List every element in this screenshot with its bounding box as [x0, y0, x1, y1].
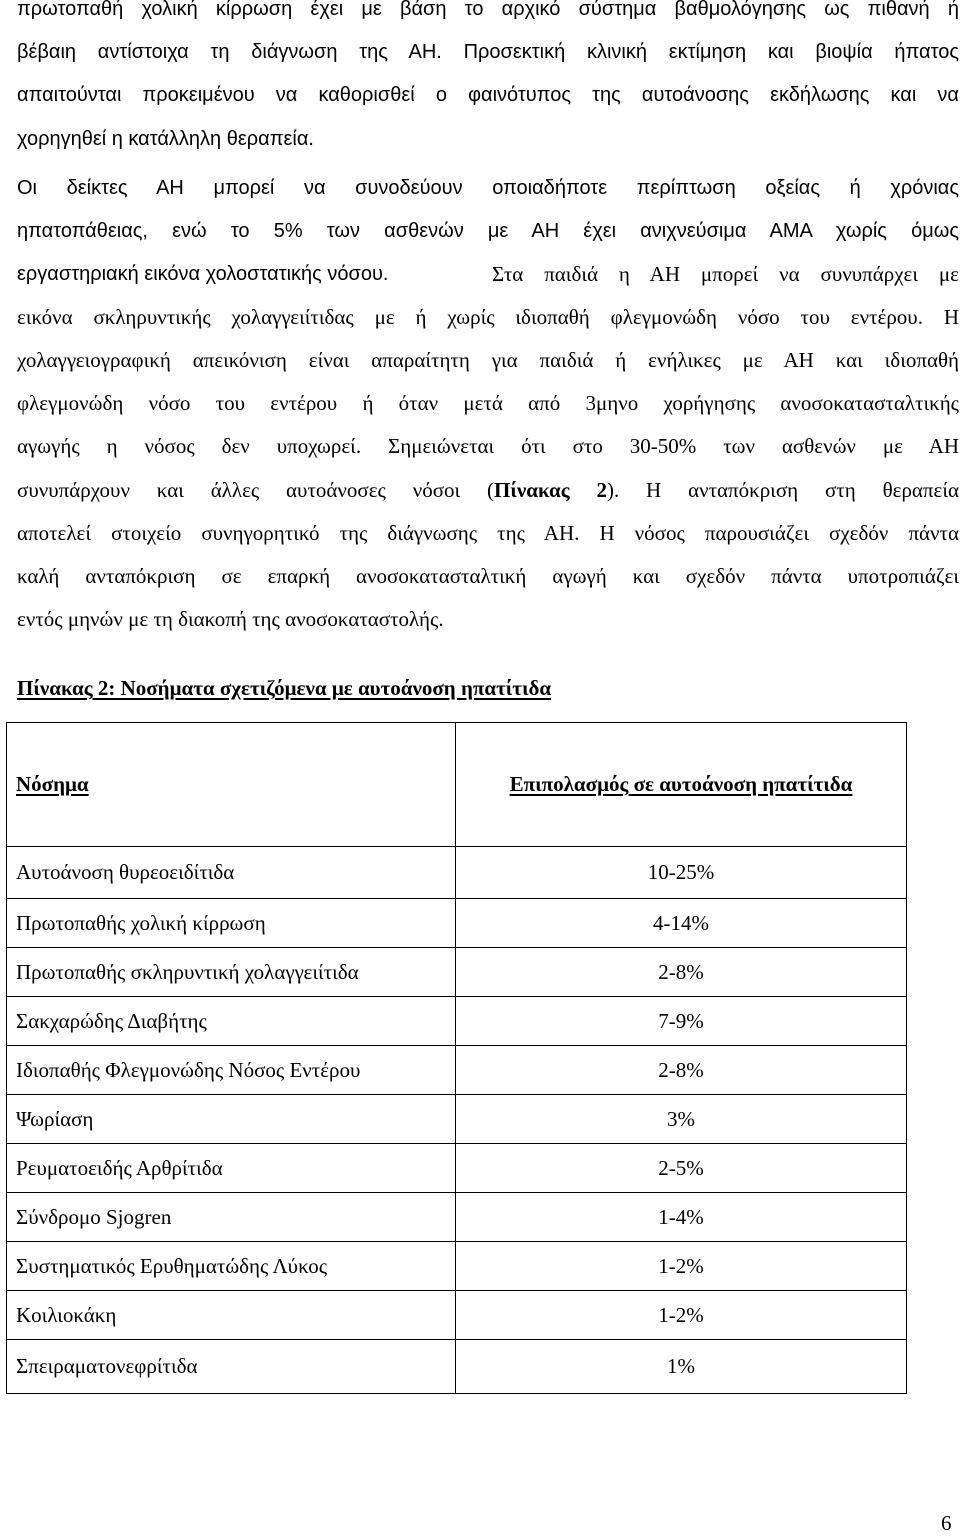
prevalence-cell: 1-4%	[456, 1193, 907, 1242]
prevalence-cell: 1-2%	[456, 1291, 907, 1340]
text-line: εντός μηνών με τη διακοπή της ανοσοκαταστολής.	[17, 607, 444, 631]
text-line: χολαγγειογραφική απεικόνιση είναι απαραίτητη για παιδιά ή ενήλικες με ΑΗ και ιδιοπαθή	[17, 348, 959, 372]
paragraph-3-line	[17, 598, 959, 641]
prevalence-cell: 7-9%	[456, 997, 907, 1046]
text-line: εργαστηριακή εικόνα χολοστατικής νόσου.	[17, 263, 389, 285]
paragraph-3-line	[17, 425, 959, 468]
paragraph-1-line	[17, 31, 959, 74]
table-row	[7, 1046, 907, 1095]
prevalence-cell: 2-8%	[456, 948, 907, 997]
table-row	[7, 1242, 907, 1291]
prevalence-cell: 3%	[456, 1095, 907, 1144]
disease-cell: Ρευματοειδής Αρθρίτιδα	[7, 1144, 456, 1193]
table-title: Πίνακας 2: Νοσήματα σχετιζόμενα με αυτοάνοση ηπατίτιδα	[17, 676, 552, 700]
text-line: καλή ανταπόκριση σε επαρκή ανοσοκατασταλτική αγωγή και σχεδόν πάντα υποτροπιάζει	[17, 564, 959, 588]
text-line: Στα παιδιά η ΑΗ μπορεί να συνυπάρχει με	[492, 262, 959, 286]
text-line: αποτελεί στοιχείο συνηγορητικό της διάγνωσης της ΑΗ. Η νόσος παρουσιάζει σχεδόν πάντα	[17, 521, 959, 545]
paragraph-3-line	[17, 512, 959, 555]
paragraph-3-line	[17, 296, 959, 339]
prevalence-cell: 1-2%	[456, 1242, 907, 1291]
table-row	[7, 1340, 907, 1394]
table-row	[7, 1291, 907, 1340]
paragraph-3-line	[17, 339, 959, 382]
text-line: ). Η ανταπόκριση στη θεραπεία	[606, 478, 959, 502]
text-line: Οι δείκτες ΑΗ μπορεί να συνοδεύουν οποιαδήποτε περίπτωση οξείας ή χρόνιας	[17, 177, 959, 199]
disease-cell: Σπειραματονεφρίτιδα	[7, 1340, 456, 1394]
prevalence-cell: 4-14%	[456, 899, 907, 948]
paragraph-2-line	[17, 253, 388, 296]
disease-cell: Συστηματικός Ερυθηματώδης Λύκος	[7, 1242, 456, 1291]
text-line: αγωγής η νόσος δεν υποχωρεί. Σημειώνεται ότι στο 30-50% των ασθενών με ΑΗ	[17, 434, 959, 458]
paragraph-3-line	[17, 469, 959, 512]
paragraph-1	[17, 0, 959, 31]
disease-cell: Πρωτοπαθής χολική κίρρωση	[7, 899, 456, 948]
paragraph-2-line	[17, 210, 959, 253]
header-cell-disease: Νόσημα	[7, 723, 456, 847]
table-row	[7, 997, 907, 1046]
paragraph-2-line	[17, 167, 959, 210]
table-row	[7, 948, 907, 997]
text-line: φλεγμονώδη νόσο του εντέρου ή όταν μετά από 3μηνο χορήγησης ανοσοκατασταλτικής	[17, 391, 959, 415]
text-line: ηπατοπάθειας, ενώ το 5% των ασθενών με ΑΗ έχει ανιχνεύσιμα ΑΜΑ χωρίς όμως	[17, 220, 959, 242]
text-line: χορηγηθεί η κατάλληλη θεραπεία.	[17, 128, 314, 150]
paragraph-1-line	[17, 118, 959, 161]
prevalence-cell: 10-25%	[456, 847, 907, 899]
prevalence-cell: 2-8%	[456, 1046, 907, 1095]
table-header-row	[7, 723, 907, 847]
disease-cell: Σακχαρώδης Διαβήτης	[7, 997, 456, 1046]
page-number: 6	[941, 1511, 952, 1535]
disease-cell: Αυτοάνοση θυρεοειδίτιδα	[7, 847, 456, 899]
text-line: εικόνα σκληρυντικής χολαγγειίτιδας με ή χωρίς ιδιοπαθή φλεγμονώδη νόσο του εντέρου. Η	[17, 305, 959, 329]
disease-cell: Ιδιοπαθής Φλεγμονώδης Νόσος Εντέρου	[7, 1046, 456, 1095]
table-reference: Πίνακας 2	[494, 478, 607, 502]
text-line: απαιτούνται προκειμένου να καθορισθεί ο φαινότυπος της αυτοάνοσης εκδήλωσης και να	[17, 84, 959, 106]
text-line: βέβαιη αντίστοιχα τη διάγνωση της ΑΗ. Προσεκτική κλινική εκτίμηση και βιοψία ήπατος	[17, 41, 959, 63]
table-row	[7, 1144, 907, 1193]
header-cell-prevalence: Επιπολασμός σε αυτοάνοση ηπατίτιδα	[456, 723, 907, 847]
table-row	[7, 1095, 907, 1144]
comorbidity-table	[6, 722, 907, 1394]
table-row	[7, 847, 907, 899]
text-line: πρωτοπαθή χολική κίρρωση έχει με βάση το αρχικό σύστημα βαθμολόγησης ως πιθανή ή	[17, 0, 959, 20]
disease-cell: Πρωτοπαθής σκληρυντική χολαγγειίτιδα	[7, 948, 456, 997]
paragraph-1-line	[17, 74, 959, 117]
disease-cell: Κοιλιοκάκη	[7, 1291, 456, 1340]
paragraph-3-line	[492, 253, 959, 296]
prevalence-cell: 2-5%	[456, 1144, 907, 1193]
prevalence-cell: 1%	[456, 1340, 907, 1394]
paragraph-3-line	[17, 555, 959, 598]
disease-cell: Σύνδρομο Sjogren	[7, 1193, 456, 1242]
table-row	[7, 899, 907, 948]
table-row	[7, 1193, 907, 1242]
text-line: συνυπάρχουν και άλλες αυτοάνοσες νόσοι (	[17, 478, 495, 502]
paragraph-3-line	[17, 382, 959, 425]
disease-cell: Ψωρίαση	[7, 1095, 456, 1144]
